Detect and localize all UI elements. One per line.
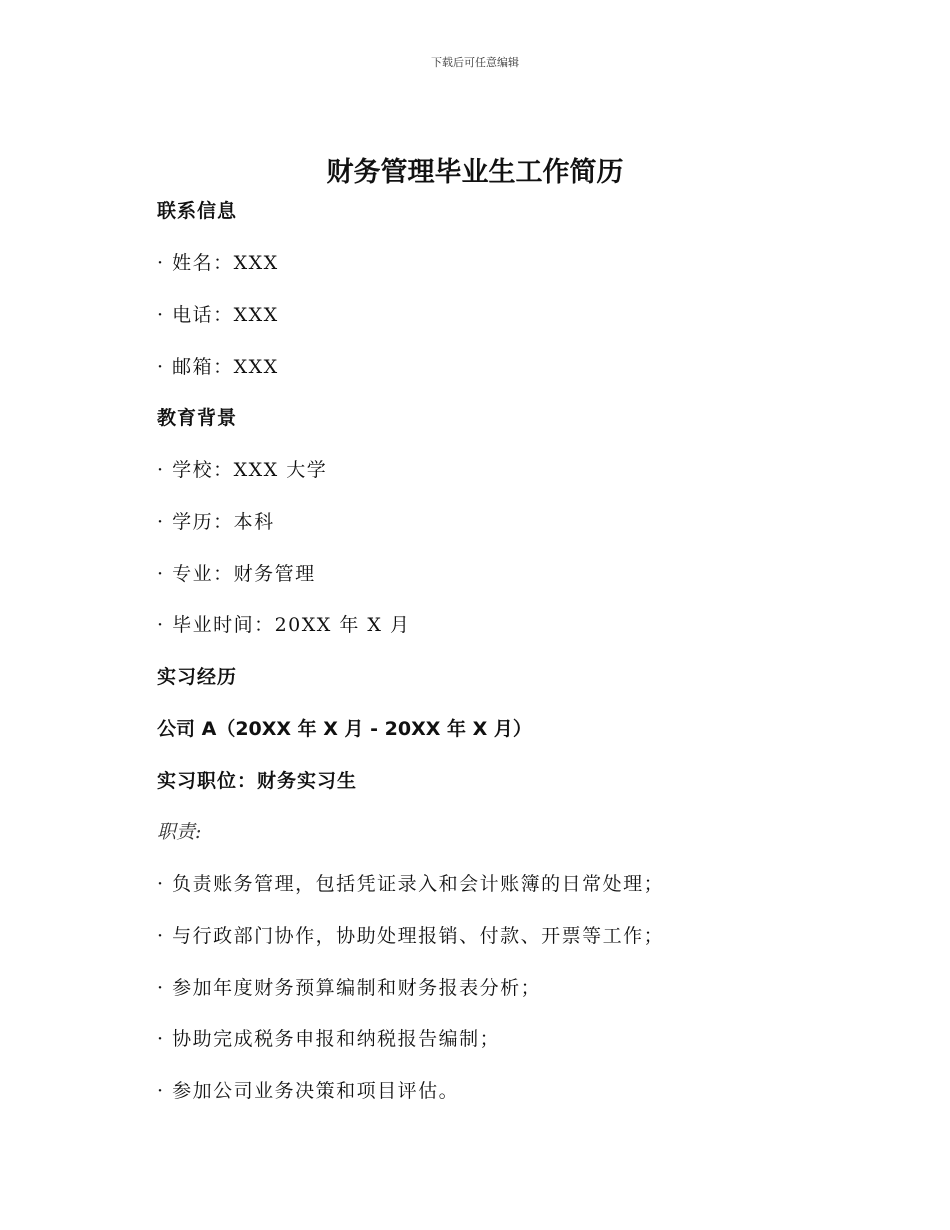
section-heading-contact: 联系信息	[157, 200, 238, 222]
duty-item: · 参加公司业务决策和项目评估。	[157, 1080, 460, 1102]
document-title: 财务管理毕业生工作简历	[326, 157, 624, 188]
internship-company: 公司 A（20XX 年 X 月 - 20XX 年 X 月）	[157, 718, 532, 740]
contact-name: · 姓名：XXX	[157, 252, 279, 274]
header-note: 下载后可任意编辑	[431, 56, 519, 69]
education-major: · 专业：财务管理	[157, 563, 316, 585]
education-degree: · 学历：本科	[157, 511, 275, 533]
duty-item: · 协助完成税务申报和纳税报告编制；	[157, 1028, 501, 1050]
education-school: · 学校：XXX 大学	[157, 459, 328, 481]
contact-phone: · 电话：XXX	[157, 304, 279, 326]
duty-item: · 与行政部门协作，协助处理报销、付款、开票等工作；	[157, 925, 665, 947]
section-heading-internship: 实习经历	[157, 666, 238, 688]
internship-position: 实习职位：财务实习生	[157, 770, 358, 792]
section-heading-education: 教育背景	[157, 407, 238, 429]
duty-item: · 参加年度财务预算编制和财务报表分析；	[157, 977, 542, 999]
duties-label: 职责:	[157, 821, 202, 843]
education-graduation: · 毕业时间：20XX 年 X 月	[157, 614, 411, 636]
contact-email: · 邮箱：XXX	[157, 356, 279, 378]
duty-item: · 负责账务管理，包括凭证录入和会计账簿的日常处理；	[157, 873, 665, 895]
